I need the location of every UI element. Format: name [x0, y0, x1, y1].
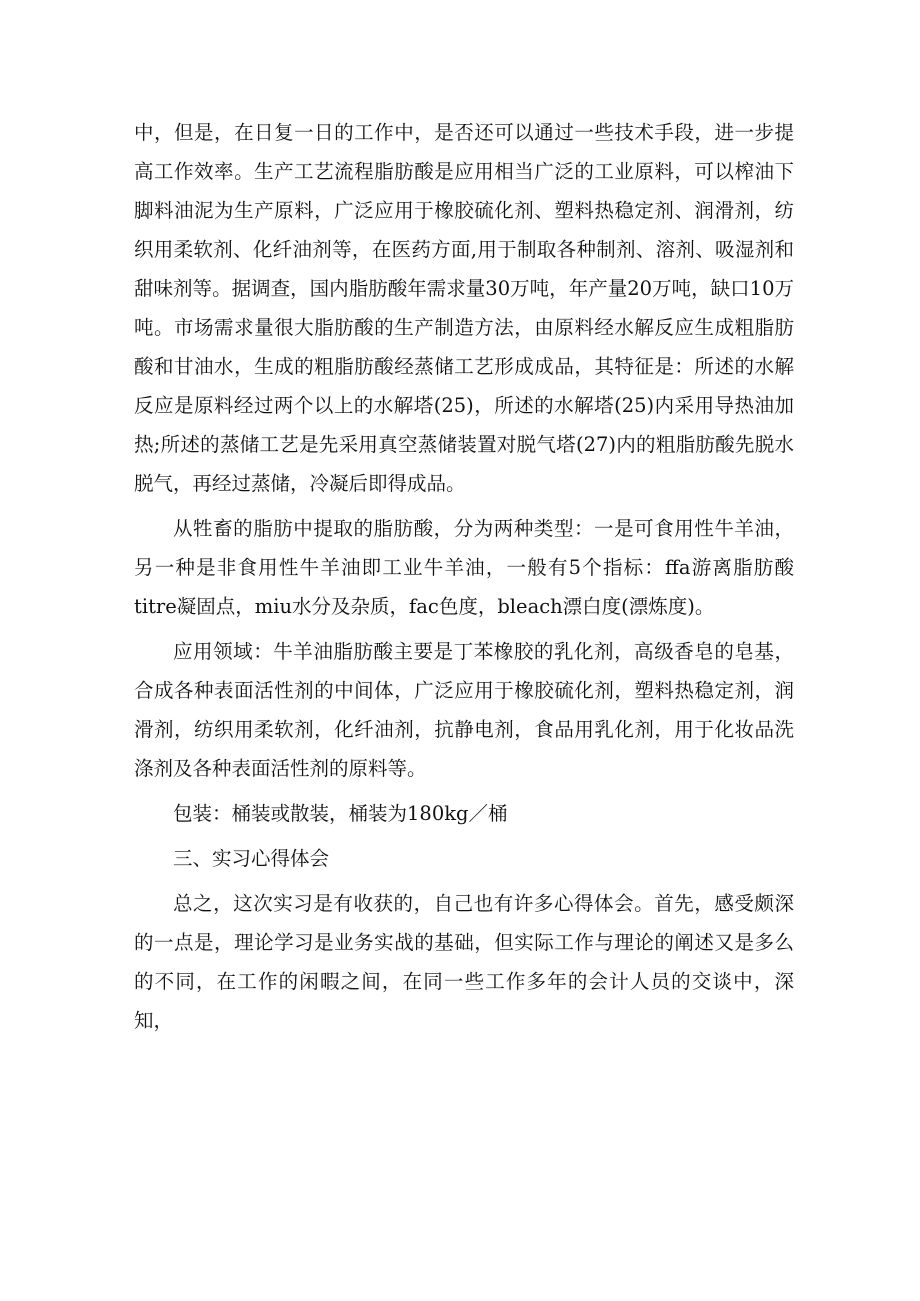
document-body [134, 113, 794, 1046]
paragraph-packaging: 包装：桶装或散装，桶装为180kg／桶 [173, 802, 508, 825]
paragraph-application-fields: 应用领域：牛羊油脂肪酸主要是丁苯橡胶的乳化剂，高级香皂的皂基，合成各种表面活性剂的中间体，广泛应用于橡胶硫化剂，塑料热稳定剂，润滑剂，纺织用柔软剂，化纤油剂，抗静电剂，食品用乳化剂，用于化妆品洗涤剂及各种表面活性剂的原料等。 [134, 640, 794, 780]
paragraph-summary: 总之，这次实习是有收获的，自己也有许多心得体会。首先，感受颇深的一点是，理论学习是业务实战的基础，但实际工作与理论的阐述又是多么的不同，在工作的闲暇之间，在同一些工作多年的会计人员的交谈中，深知， [134, 892, 794, 1032]
paragraph-animal-fat-types: 从牲畜的脂肪中提取的脂肪酸，分为两种类型：一是可食用性牛羊油，另一种是非食用性牛羊油即工业牛羊油，一般有5个指标：ffa游离脂肪酸titre凝固点，miu水分及杂质，fac色度，bleach漂白度(漂炼度)。 [134, 517, 794, 618]
paragraph-continuation: 中，但是，在日复一日的工作中，是否还可以通过一些技术手段，进一步提高工作效率。生产工艺流程脂肪酸是应用相当广泛的工业原料，可以榨油下脚料油泥为生产原料，广泛应用于橡胶硫化剂、塑料热稳定剂、润滑剂，纺织用柔软剂、化纤油剂等，在医药方面,用于制取各种制剂、溶剂、吸湿剂和甜味剂等。据调查，国内脂肪酸年需求量30万吨，年产量20万吨，缺口10万吨。市场需求量很大脂肪酸的生产制造方法，由原料经水解反应生成粗脂肪酸和甘油水，生成的粗脂肪酸经蒸储工艺形成成品，其特征是：所述的水解反应是原料经过两个以上的水解塔(25)，所述的水解塔(25)内采用导热油加热;所述的蒸储工艺是先采用真空蒸储装置对脱气塔(27)内的粗脂肪酸先脱水脱气，再经过蒸储，冷凝后即得成品。 [134, 121, 794, 495]
section-heading-internship-reflections: 三、实习心得体会 [173, 847, 330, 870]
